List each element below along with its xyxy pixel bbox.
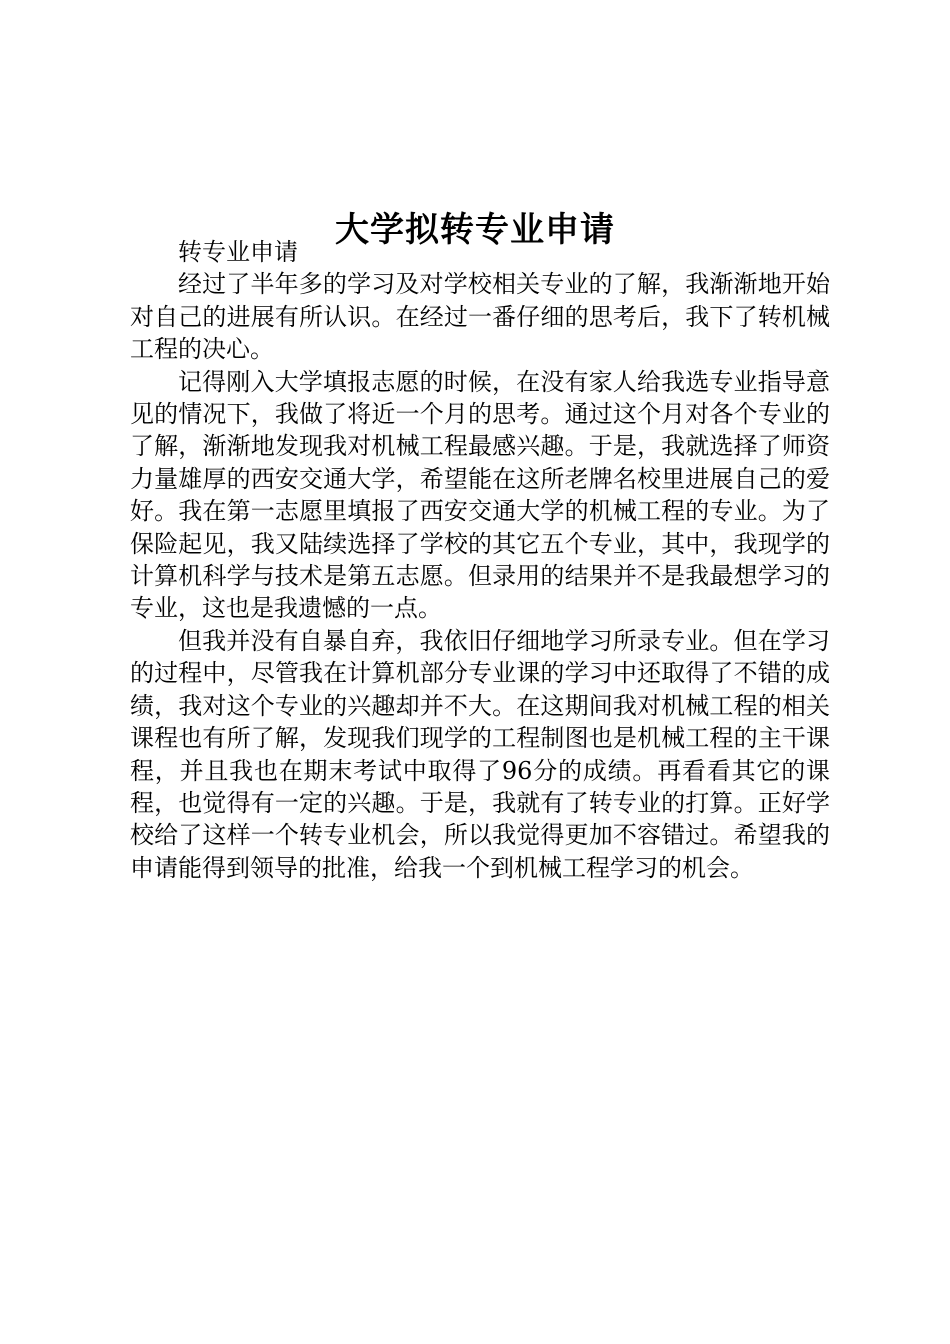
body-paragraph: 但我并没有自暴自弃，我依旧仔细地学习所录专业。但在学习的过程中，尽管我在计算机部分专业课的学习中还取得了不错的成绩，我对这个专业的兴趣却并不大。在这期间我对机械工程的相关课程也有所了解，发现我们现学的工程制图也是机械工程的主干课程，并且我也在期末考试中取得了96分的成绩。再看看其它的课程，也觉得有一定的兴趣。于是，我就有了转专业的打算。正好学校给了这样一个转专业机会，所以我觉得更加不容错过。希望我的申请能得到领导的批准，给我一个到机械工程学习的机会。	[130, 626, 830, 882]
document-subtitle: 转专业申请	[178, 238, 298, 266]
document-body	[130, 236, 830, 884]
body-paragraph: 经过了半年多的学习及对学校相关专业的了解，我渐渐地开始对自己的进展有所认识。在经过一番仔细的思考后，我下了转机械工程的决心。	[130, 270, 830, 364]
body-paragraph: 记得刚入大学填报志愿的时候，在没有家人给我选专业指导意见的情况下，我做了将近一个月的思考。通过这个月对各个专业的了解，渐渐地发现我对机械工程最感兴趣。于是，我就选择了师资力量雄厚的西安交通大学，希望能在这所老牌名校里进展自己的爱好。我在第一志愿里填报了西安交通大学的机械工程的专业。为了保险起见，我又陆续选择了学校的其它五个专业，其中，我现学的计算机科学与技术是第五志愿。但录用的结果并不是我最想学习的专业，这也是我遗憾的一点。	[130, 367, 830, 623]
document-title: 大学拟转专业申请	[335, 209, 615, 250]
